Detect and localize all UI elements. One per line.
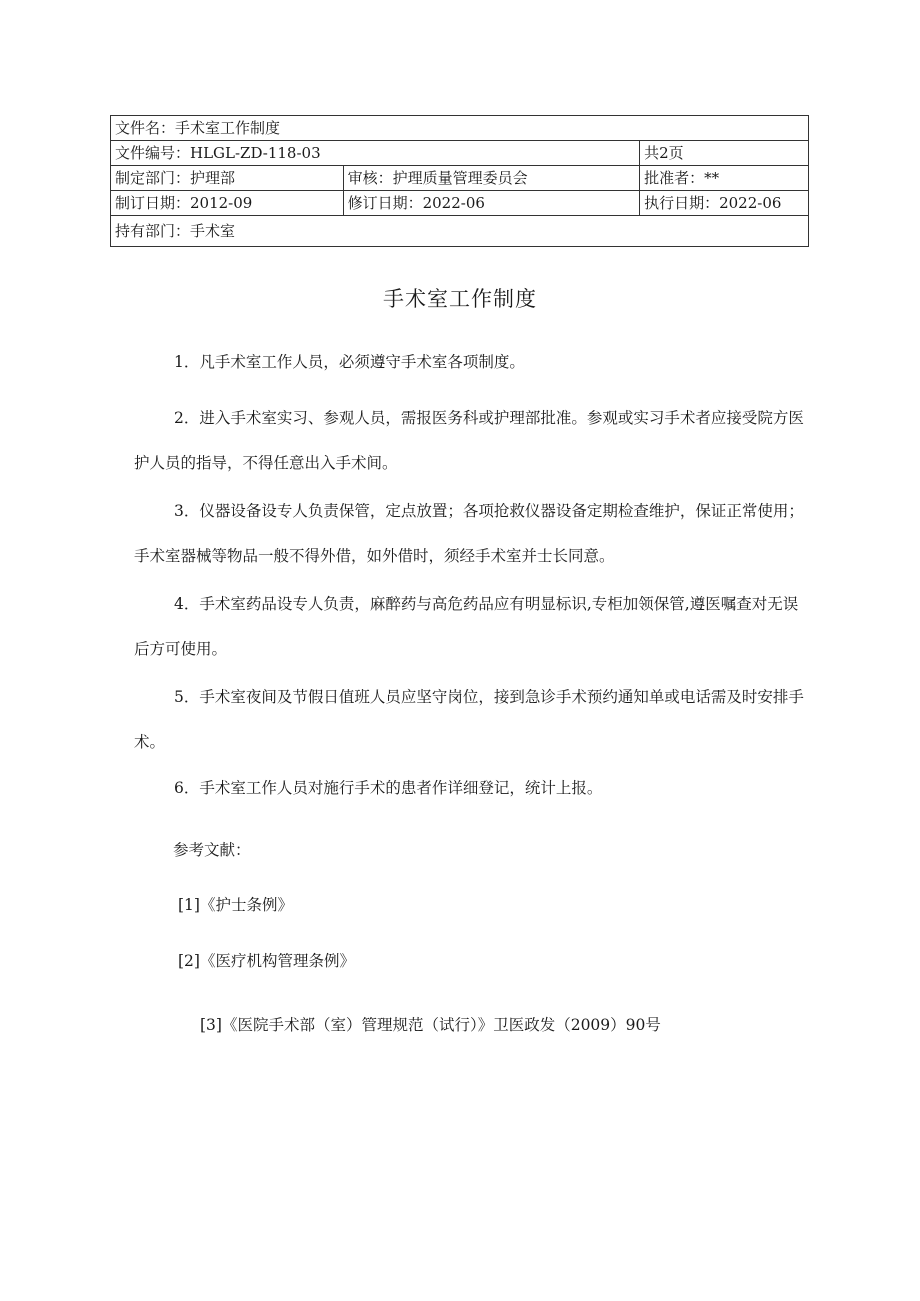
reference-item-3: [3]《医院手术部（室）管理规范（试行）》卫医政发（2009）90号 — [200, 1016, 661, 1034]
file-name-cell: 文件名：手术室工作制度 — [111, 116, 809, 141]
file-number-cell: 文件编号：HLGL-ZD-118-03 — [111, 141, 640, 166]
document-header-table — [110, 115, 809, 247]
rule-item-1: 1．凡手术室工作人员，必须遵守手术室各项制度。 — [174, 353, 525, 371]
page-count-cell: 共2页 — [640, 141, 809, 166]
made-date-cell: 制订日期：2012-09 — [111, 191, 344, 216]
document-title: 手术室工作制度 — [383, 287, 537, 311]
revised-date-cell: 修订日期：2022-06 — [343, 191, 640, 216]
rule-item-4: 4．手术室药品设专人负责，麻醉药与高危药品应有明显标识,专柜加领保管,遵医嘱查对无误后方可使用。 — [134, 595, 799, 658]
rule-item-6: 6．手术室工作人员对施行手术的患者作详细登记，统计上报。 — [174, 779, 603, 797]
rule-item-2: 2．进入手术室实习、参观人员，需报医务科或护理部批准。参观或实习手术者应接受院方医护人员的指导，不得任意出入手术间。 — [134, 409, 804, 472]
department-cell: 制定部门：护理部 — [111, 166, 344, 191]
holder-dept-cell: 持有部门：手术室 — [111, 216, 809, 247]
reviewer-cell: 审核：护理质量管理委员会 — [343, 166, 640, 191]
approver-cell: 批准者：** — [640, 166, 809, 191]
reference-item-2: [2]《医疗机构管理条例》 — [178, 952, 355, 970]
exec-date-cell: 执行日期：2022-06 — [640, 191, 809, 216]
reference-item-1: [1]《护士条例》 — [178, 896, 293, 914]
rule-item-3: 3．仪器设备设专人负责保管，定点放置；各项抢救仪器设备定期检查维护，保证正常使用；手术室器械等物品一般不得外借，如外借时，须经手术室并士长同意。 — [134, 502, 804, 565]
rule-item-5: 5．手术室夜间及节假日值班人员应坚守岗位，接到急诊手术预约通知单或电话需及时安排手术。 — [134, 688, 804, 751]
references-heading: 参考文献： — [173, 841, 251, 859]
